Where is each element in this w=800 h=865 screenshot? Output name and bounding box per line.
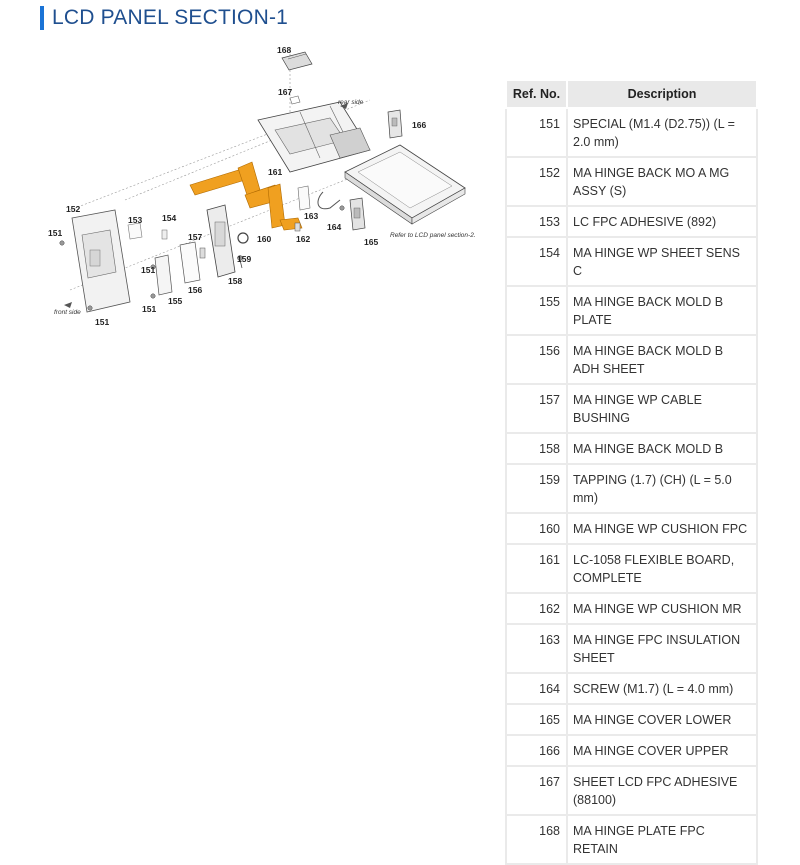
ref-cell: 158 — [506, 433, 567, 464]
screw-164 — [340, 206, 344, 210]
mold-158 — [207, 205, 235, 277]
ref-cell: 154 — [506, 237, 567, 286]
title-accent-bar — [40, 6, 44, 30]
ref-cell: 157 — [506, 384, 567, 433]
header-ref-no: Ref. No. — [506, 80, 567, 108]
cover-upper-166 — [388, 110, 402, 138]
cushion-160 — [238, 233, 248, 243]
cover-lower-165 — [350, 198, 365, 230]
table-row — [506, 157, 757, 206]
ref-cell: 162 — [506, 593, 567, 624]
callout-166: 166 — [412, 120, 427, 130]
callout-152: 152 — [66, 204, 81, 214]
desc-cell: SHEET LCD FPC ADHESIVE (88100) — [567, 766, 757, 815]
ref-cell: 167 — [506, 766, 567, 815]
callout-151-d: 151 — [95, 317, 110, 327]
table-row — [506, 815, 757, 864]
ref-cell: 166 — [506, 735, 567, 766]
table-row — [506, 704, 757, 735]
note-rear-side: rear side — [338, 99, 364, 106]
table-row — [506, 206, 757, 237]
desc-cell: MA HINGE BACK MOLD B — [567, 433, 757, 464]
table-row — [506, 237, 757, 286]
adhesive-153 — [128, 223, 142, 239]
exploded-view-svg — [40, 40, 500, 340]
header-description: Description — [567, 80, 757, 108]
desc-cell: LC FPC ADHESIVE (892) — [567, 206, 757, 237]
callout-164: 164 — [327, 222, 342, 232]
callout-163: 163 — [304, 211, 319, 221]
callout-157: 157 — [188, 232, 203, 242]
table-row — [506, 735, 757, 766]
front-arrow — [64, 302, 72, 308]
table-header-row — [506, 80, 757, 108]
desc-cell: MA HINGE FPC INSULATION SHEET — [567, 624, 757, 673]
plate-155 — [155, 255, 172, 295]
page-header — [40, 4, 288, 32]
ref-cell: 155 — [506, 286, 567, 335]
desc-cell: MA HINGE WP CUSHION MR — [567, 593, 757, 624]
desc-cell: MA HINGE BACK MO A MG ASSY (S) — [567, 157, 757, 206]
table-row — [506, 673, 757, 704]
callout-151-c: 151 — [142, 304, 157, 314]
ref-cell: 164 — [506, 673, 567, 704]
table-row — [506, 433, 757, 464]
callout-159: 159 — [237, 254, 252, 264]
table-row — [506, 624, 757, 673]
ref-cell: 159 — [506, 464, 567, 513]
ref-cell: 153 — [506, 206, 567, 237]
callout-168: 168 — [277, 45, 292, 55]
exploded-view-diagram — [40, 40, 500, 340]
desc-cell: SCREW (M1.7) (L = 4.0 mm) — [567, 673, 757, 704]
callout-165: 165 — [364, 237, 379, 247]
callout-155: 155 — [168, 296, 183, 306]
bushing-157 — [200, 248, 205, 258]
table-row — [506, 544, 757, 593]
table-row — [506, 513, 757, 544]
desc-cell: MA HINGE PLATE FPC RETAIN — [567, 815, 757, 864]
callout-162: 162 — [296, 234, 311, 244]
ref-cell: 168 — [506, 815, 567, 864]
hinge-frame — [258, 102, 370, 172]
desc-cell: MA HINGE BACK MOLD B PLATE — [567, 286, 757, 335]
table-row — [506, 335, 757, 384]
table-row — [506, 108, 757, 157]
ref-cell: 151 — [506, 108, 567, 157]
desc-cell: MA HINGE WP CUSHION FPC — [567, 513, 757, 544]
callout-156: 156 — [188, 285, 203, 295]
insulation-163 — [298, 186, 310, 210]
desc-cell: MA HINGE BACK MOLD B ADH SHEET — [567, 335, 757, 384]
table-row — [506, 286, 757, 335]
back-plate-152 — [72, 210, 130, 312]
ref-cell: 160 — [506, 513, 567, 544]
note-refer: Refer to LCD panel section-2. — [390, 232, 476, 239]
table-row — [506, 464, 757, 513]
callout-153: 153 — [128, 215, 143, 225]
ref-cell: 161 — [506, 544, 567, 593]
desc-cell: MA HINGE WP SHEET SENS C — [567, 237, 757, 286]
callout-160: 160 — [257, 234, 272, 244]
ref-cell: 152 — [506, 157, 567, 206]
note-front-side: front side — [54, 309, 81, 316]
desc-cell: MA HINGE COVER LOWER — [567, 704, 757, 735]
desc-cell: LC-1058 FLEXIBLE BOARD, COMPLETE — [567, 544, 757, 593]
desc-cell: SPECIAL (M1.4 (D2.75)) (L = 2.0 mm) — [567, 108, 757, 157]
callout-167: 167 — [278, 87, 293, 97]
desc-cell: MA HINGE WP CABLE BUSHING — [567, 384, 757, 433]
adhesive-167 — [290, 96, 300, 104]
cushion-162 — [295, 223, 300, 231]
table-row — [506, 384, 757, 433]
desc-cell: TAPPING (1.7) (CH) (L = 5.0 mm) — [567, 464, 757, 513]
page-title: LCD PANEL SECTION-1 — [52, 6, 289, 29]
ref-cell: 163 — [506, 624, 567, 673]
desc-cell: MA HINGE COVER UPPER — [567, 735, 757, 766]
callout-151-b: 151 — [141, 265, 156, 275]
parts-table — [505, 79, 758, 865]
sheet-154 — [162, 230, 167, 239]
adh-sheet-156 — [180, 242, 200, 283]
ref-cell: 165 — [506, 704, 567, 735]
callout-158: 158 — [228, 276, 243, 286]
ref-cell: 156 — [506, 335, 567, 384]
callout-161: 161 — [268, 167, 283, 177]
callout-154: 154 — [162, 213, 177, 223]
table-row — [506, 766, 757, 815]
table-row — [506, 593, 757, 624]
callout-151-a: 151 — [48, 228, 63, 238]
